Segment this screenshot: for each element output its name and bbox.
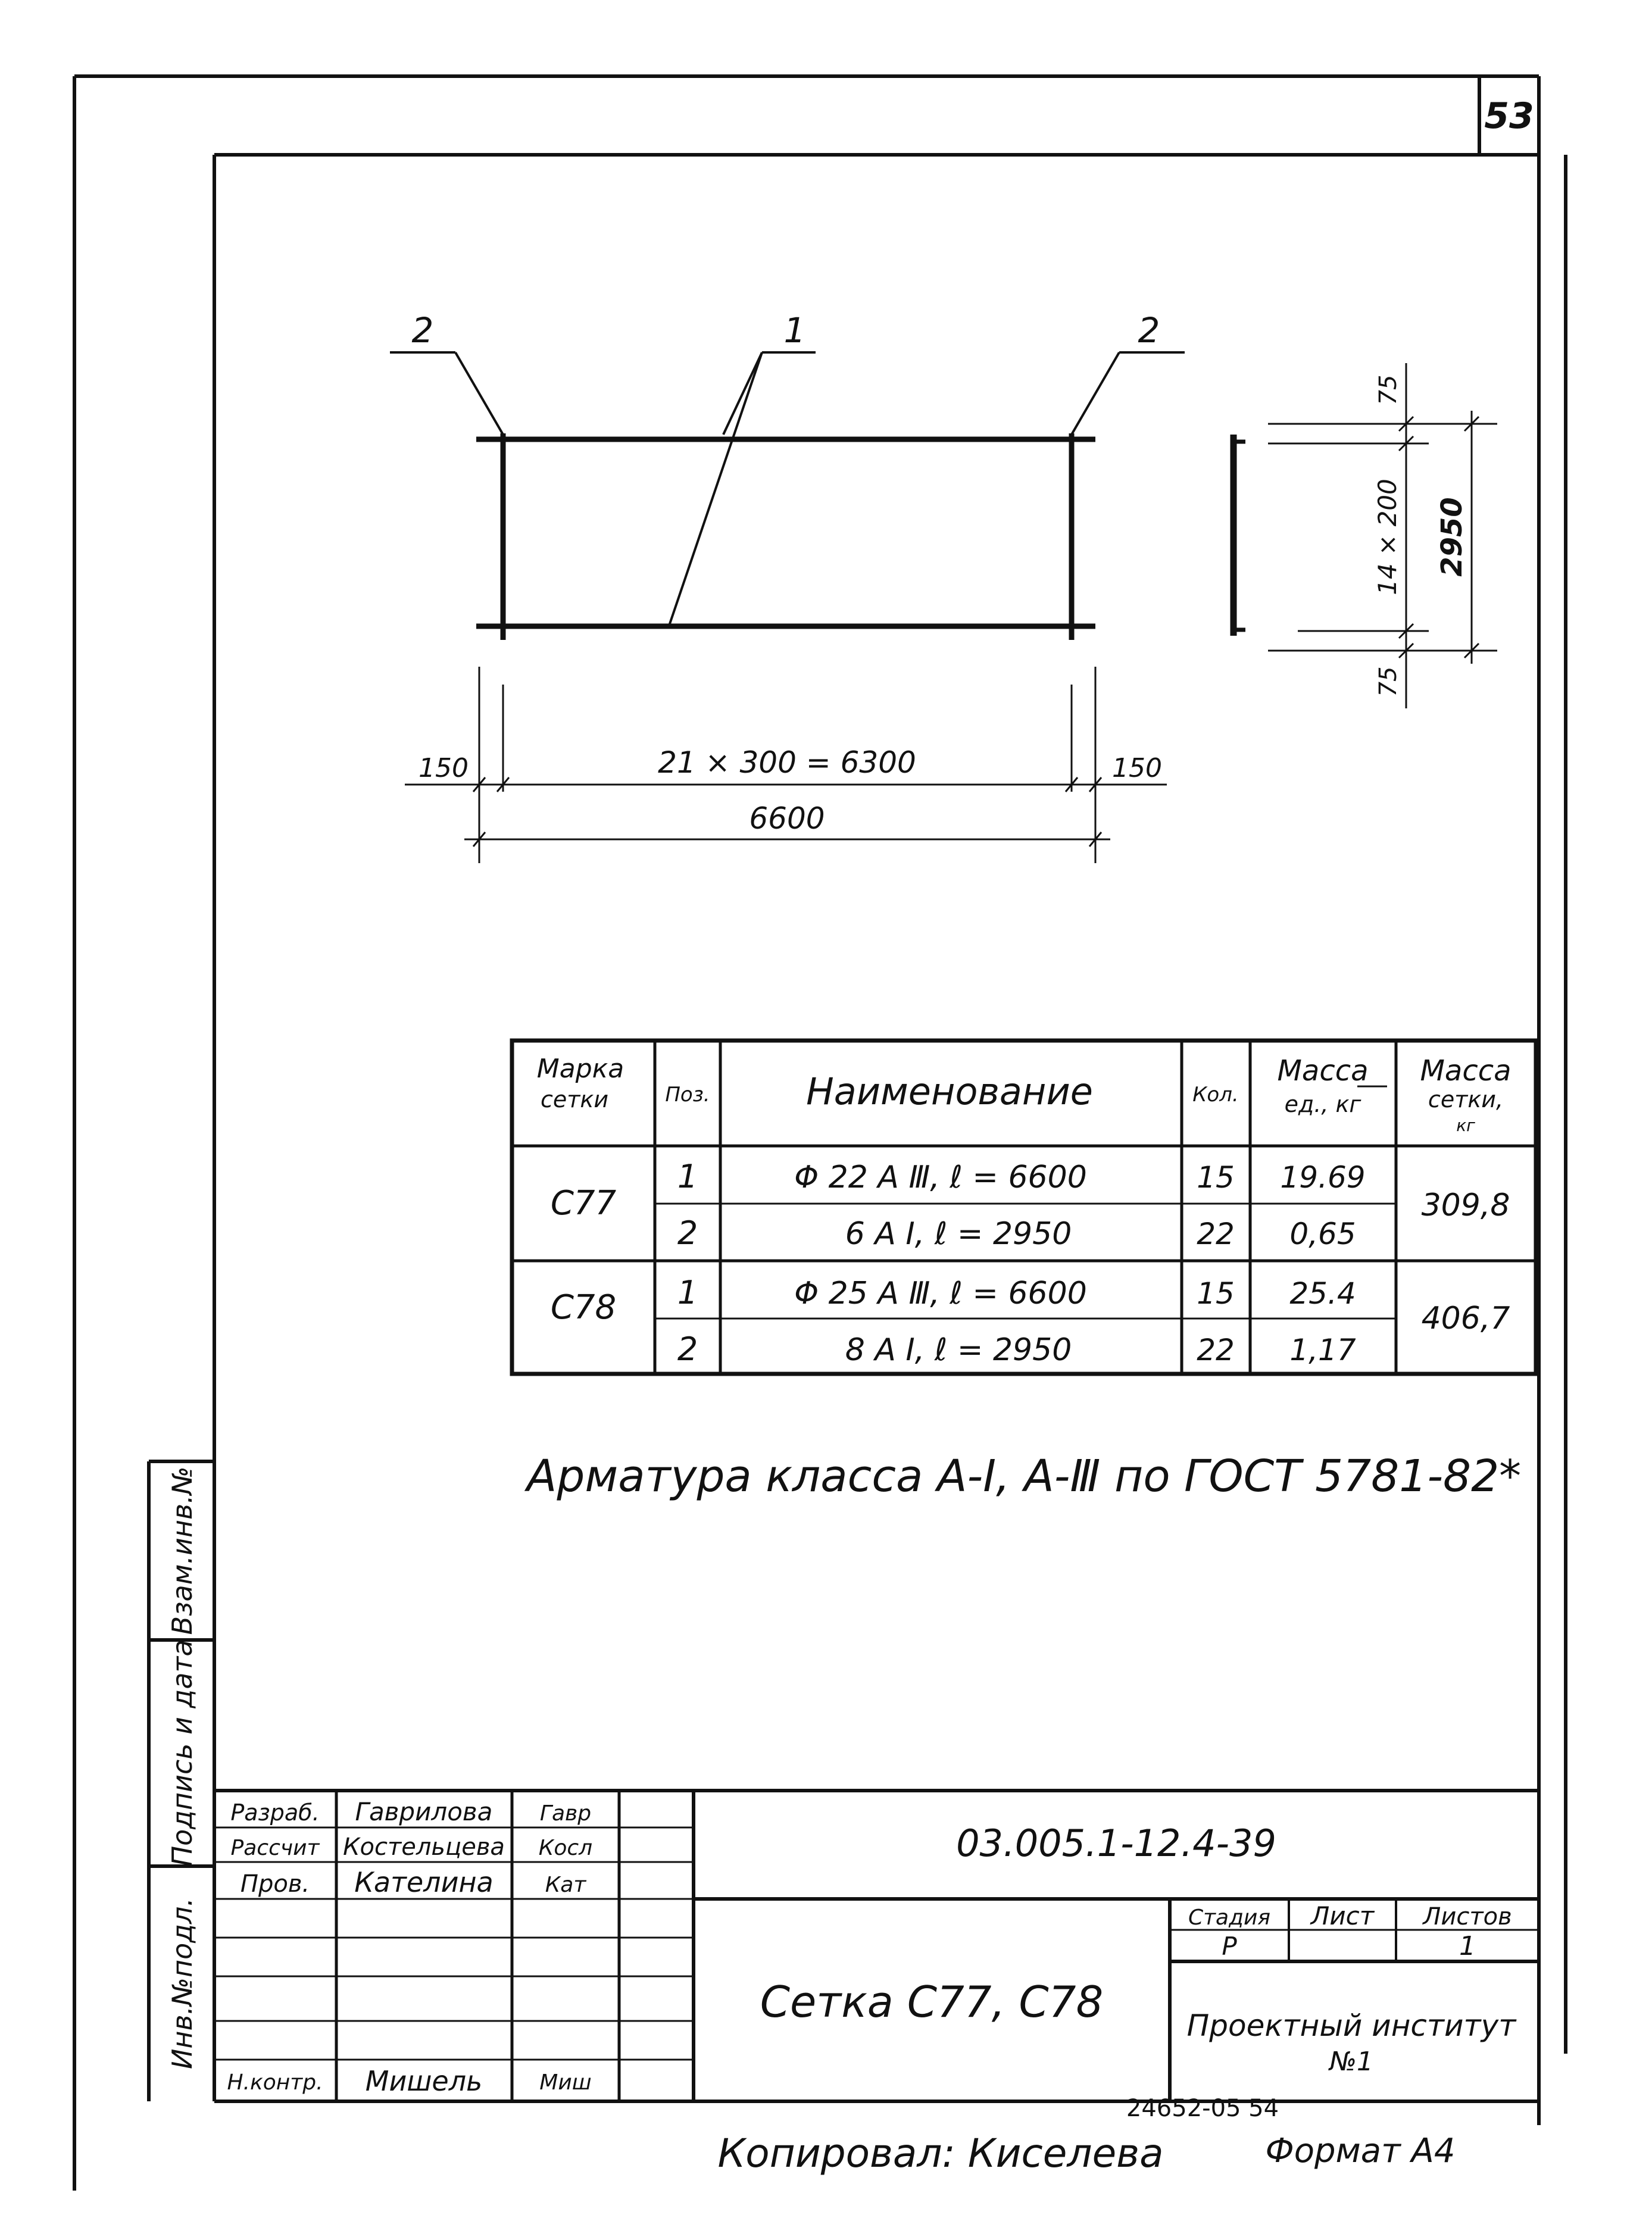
- drawing-title: Сетка С77, С78: [760, 1977, 1104, 2027]
- header-name: Наименование: [806, 1070, 1093, 1113]
- reinforcement-note: Арматура класса А-Ⅰ, А-Ⅲ по ГОСТ 5781-82*: [526, 1451, 1522, 1502]
- c78-name2: 8 A Ⅰ, ℓ = 2950: [845, 1332, 1072, 1368]
- sheet-number: 53: [1484, 95, 1534, 137]
- sheets-header: Листов: [1423, 1903, 1512, 1930]
- position-label-left: 2: [411, 310, 434, 351]
- dim-side-top: 75: [1375, 374, 1402, 405]
- c78-qty1: 15: [1197, 1276, 1235, 1311]
- c78-unit-mass2: 1,17: [1289, 1333, 1356, 1367]
- c77-qty2: 22: [1197, 1217, 1235, 1251]
- position-label-center: 1: [783, 310, 806, 351]
- name-calculated: Костельцева: [343, 1833, 505, 1861]
- c78-qty2: 22: [1197, 1333, 1235, 1367]
- header-qty: Кол.: [1192, 1083, 1239, 1107]
- role-checked: Пров.: [240, 1870, 310, 1898]
- role-developer: Разраб.: [230, 1800, 320, 1826]
- c78-unit-mass1: 25.4: [1289, 1276, 1356, 1311]
- signature-checked: Кат: [545, 1873, 586, 1897]
- dim-spacing-long: 21 × 300 = 6300: [658, 745, 916, 780]
- name-checked: Кателина: [354, 1866, 494, 1898]
- stage-header: Стадия: [1188, 1905, 1271, 1930]
- c77-name1: Φ 22 A Ⅲ, ℓ = 6600: [794, 1160, 1087, 1195]
- c78-mesh-mass: 406,7: [1421, 1301, 1510, 1336]
- mark-c78: С78: [550, 1288, 617, 1327]
- name-developer: Гаврилова: [355, 1797, 493, 1826]
- c77-mesh-mass: 309,8: [1421, 1188, 1510, 1223]
- dim-side-bottom: 75: [1375, 666, 1402, 697]
- role-calculated: Рассчит: [230, 1836, 320, 1860]
- signature-norm-control: Миш: [539, 2070, 592, 2095]
- stage-value: Р: [1222, 1932, 1237, 1961]
- dim-side-total: 2950: [1435, 497, 1469, 577]
- dim-total-length: 6600: [749, 801, 825, 836]
- c77-pos1: 1: [677, 1158, 698, 1195]
- side-stamp-inventory-number: Инв.№подл.: [166, 1897, 198, 2070]
- side-stamp-replacement-inventory: Взам.инв.№: [166, 1466, 198, 1635]
- c77-pos2: 2: [677, 1214, 698, 1252]
- header-pos: Поз.: [665, 1083, 710, 1107]
- c77-name2: 6 A Ⅰ, ℓ = 2950: [845, 1216, 1072, 1252]
- header-mark-line1: Марка: [536, 1054, 624, 1084]
- header-unit-mass-line1: Масса: [1277, 1054, 1369, 1088]
- header-mesh-mass-line3: кг: [1456, 1116, 1475, 1135]
- c78-pos1: 1: [677, 1274, 698, 1311]
- mark-c77: С77: [550, 1184, 617, 1223]
- c78-pos2: 2: [677, 1330, 698, 1368]
- sheets-value: 1: [1459, 1931, 1476, 1961]
- archive-number: 24652-05 54: [1126, 2095, 1279, 2122]
- sheet-format: Формат А4: [1265, 2132, 1456, 2170]
- copied-by: Копировал: Киселева: [717, 2130, 1164, 2176]
- c77-qty1: 15: [1197, 1160, 1235, 1195]
- c77-unit-mass2: 0,65: [1289, 1217, 1356, 1251]
- signature-developer: Гавр: [539, 1801, 592, 1826]
- dim-left-margin: 150: [419, 753, 469, 783]
- signature-calculated: Косл: [538, 1836, 593, 1860]
- position-label-right: 2: [1138, 310, 1160, 351]
- header-mesh-mass-line1: Масса: [1420, 1054, 1512, 1088]
- header-unit-mass-line2: ед., кг: [1284, 1091, 1361, 1117]
- document-code: 03.005.1-12.4-39: [956, 1822, 1276, 1865]
- header-mesh-mass-line2: сетки,: [1428, 1086, 1504, 1113]
- role-norm-control: Н.контр.: [227, 2070, 323, 2095]
- sheet-header: Лист: [1310, 1901, 1375, 1930]
- c78-name1: Φ 25 A Ⅲ, ℓ = 6600: [794, 1276, 1087, 1311]
- dim-right-margin: 150: [1112, 753, 1162, 783]
- organization-line2: №1: [1329, 2047, 1373, 2077]
- organization-line1: Проектный институт: [1186, 2008, 1516, 2043]
- side-stamp-signature-date: Подпись и дата: [166, 1639, 198, 1867]
- c77-unit-mass1: 19.69: [1280, 1160, 1366, 1195]
- mesh-elevation: [390, 352, 1185, 640]
- dim-side-spacing: 14 × 200: [1373, 479, 1402, 595]
- header-mark-line2: сетки: [540, 1086, 609, 1113]
- name-norm-control: Мишель: [365, 2065, 483, 2097]
